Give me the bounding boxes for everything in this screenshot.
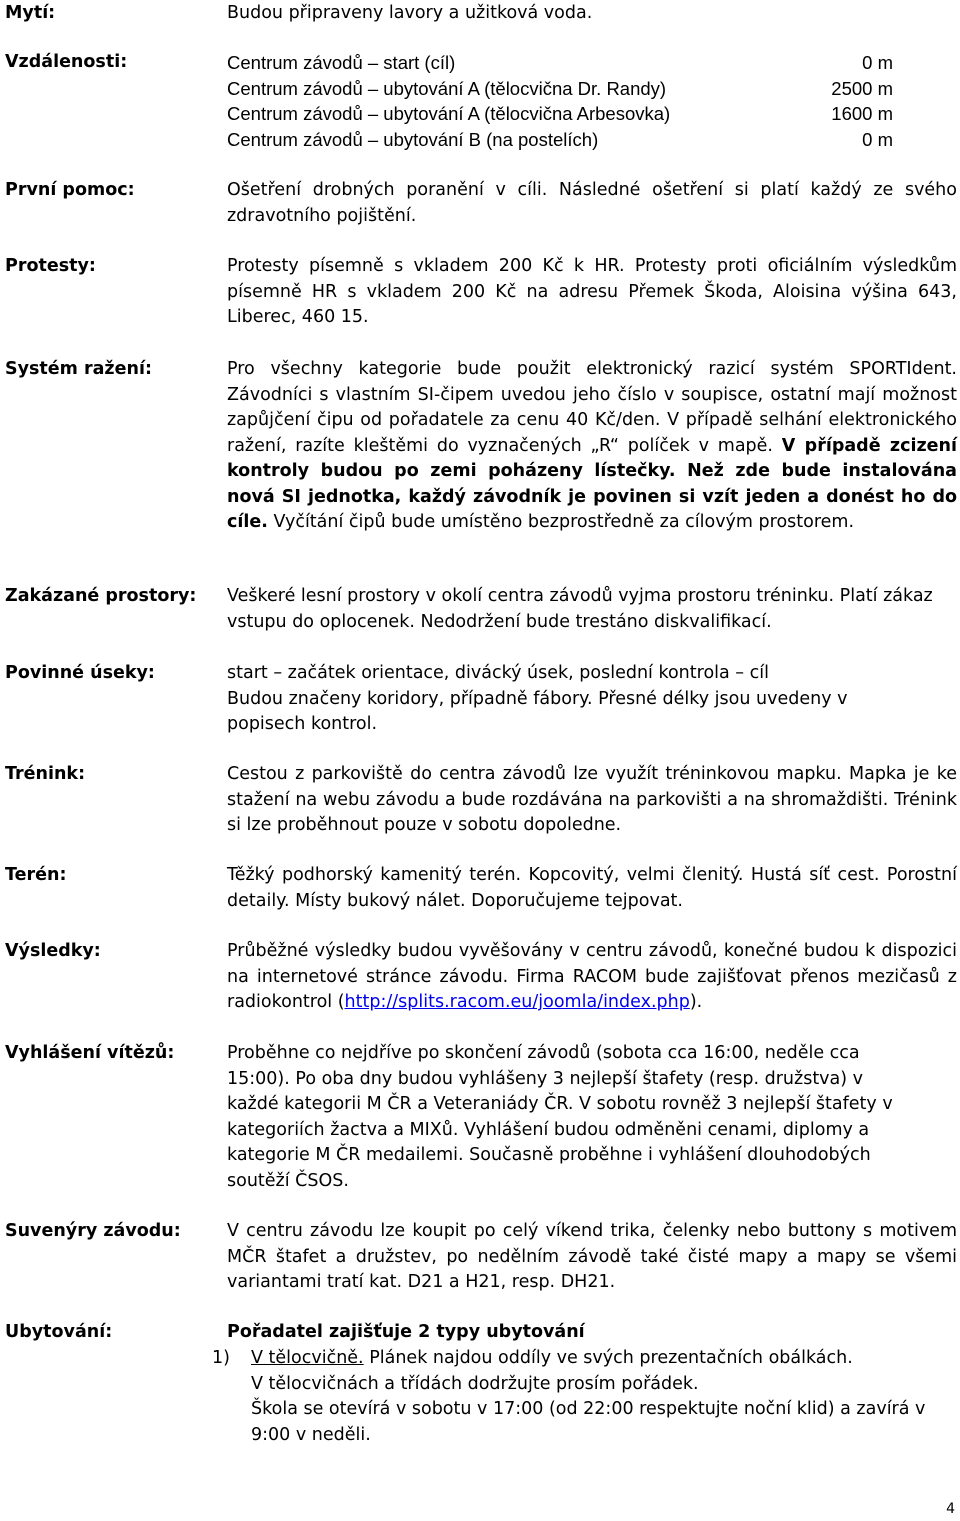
- system-razeni-text-1: Pro všechny kategorie bude použit elektronický razicí systém SPORTIdent. Závodníci s vlastním SI-čipem uvedou jeho číslo v soupisce, ostatní mají možnost zapůjčení čipu od pořadatele za cenu 40 Kč/den. V případě selhání elektronického ražení, razíte kleštěmi do vyznačených „R“ políček v mapě.: [227, 359, 957, 456]
- vysledky-text: Průběžné výsledky budou vyvěšovány v centru závodů, konečné budou k dispozici na internetové stránce závodu. Firma RACOM bude zajišťovat přenos mezičasů z radiokontrol (: [227, 941, 957, 1012]
- povinne-line-2: Budou značeny koridory, případně fábory. Přesné délky jsou uvedeny v popisech kontrol.: [227, 688, 848, 734]
- distance-value: 1600 m: [831, 103, 893, 124]
- label-povinne: Povinné úseky:: [5, 663, 155, 683]
- text-vysledky: [227, 939, 957, 1016]
- ubytovani-item-title: V tělocvičně.: [251, 1348, 364, 1368]
- system-razeni-text-2: Vyčítání čipů bude umístěno bezprostředně za cílovým prostorem.: [273, 512, 855, 532]
- text-trenink: Cestou z parkoviště do centra závodů lze využít tréninkovou mapku. Mapka je ke stažení na webu závodu a bude rozdávána na parkovišti a na shromaždišti. Trénink si lze proběhnout pouze v sobotu dopoledne.: [227, 764, 957, 835]
- label-myti: Mytí:: [5, 3, 56, 23]
- label-vysledky: Výsledky:: [5, 941, 101, 961]
- label-vzdalenosti: Vzdálenosti:: [5, 52, 128, 72]
- label-teren: Terén:: [5, 865, 67, 885]
- distances-table: [227, 50, 957, 152]
- text-vyhlaseni: Proběhne co nejdříve po skončení závodů (sobota cca 16:00, neděle cca 15:00). Po oba dny budou vyhlášeny 3 nejlepší štafety (resp. družstva) v každé kategorii M ČR a Veteraniády ČR. V sobotu rovněž 3 nejlepší štafety v kategoriích žactva a MIXů. Vyhlášení budou odměněni cenami, diplomy a kategorie M ČR medailemi. Současně proběhne i vyhlášení dlouhodobých soutěží ČSOS.: [227, 1043, 893, 1191]
- ubytovani-line-2: V tělocvičnách a třídách dodržujte prosím pořádek.: [251, 1373, 699, 1394]
- results-link[interactable]: http://splits.racom.eu/joomla/index.php: [344, 992, 690, 1012]
- distance-value: 2500 m: [831, 77, 893, 99]
- text-myti: Budou připraveny lavory a užitková voda.: [227, 3, 593, 23]
- ubytovani-heading: Pořadatel zajišťuje 2 typy ubytování: [227, 1322, 585, 1342]
- distance-route: Centrum závodů – ubytování A (tělocvična Arbesovka): [227, 103, 671, 124]
- page-number: 4: [946, 1501, 955, 1517]
- distance-route: Centrum závodů – start (cíl): [227, 52, 456, 73]
- ubytovani-line-3: Škola se otevírá v sobotu v 17:00 (od 22:00 respektujte noční klid) a zavírá v 9:00 v neděli.: [251, 1399, 926, 1445]
- distance-row: [227, 127, 957, 153]
- label-system-razeni: Systém ražení:: [5, 359, 152, 379]
- distance-route: Centrum závodů – ubytování A (tělocvična Dr. Randy): [227, 77, 667, 99]
- distance-value: 0 m: [862, 52, 893, 73]
- label-vyhlaseni: Vyhlášení vítězů:: [5, 1043, 175, 1063]
- text-suvenyry: V centru závodu lze koupit po celý víkend trika, čelenky nebo buttony s motivem MČR štafet a družstev, po nedělním závodě také čisté mapy a mapy se všemi variantami tratí kat. D21 a H21, resp. DH21.: [227, 1221, 957, 1292]
- distance-row: [227, 101, 957, 127]
- system-razeni-bold: V případě zcizení kontroly budou po zemi poházeny lístečky. Než zde bude instalována nová SI jednotka, každý závodník je povinen si vzít jeden a donést ho do cíle.: [227, 435, 957, 532]
- vysledky-after: ).: [689, 992, 703, 1012]
- distance-row: [227, 76, 957, 102]
- text-system-razeni: [227, 357, 957, 536]
- distance-route: Centrum závodů – ubytování B (na postelích): [227, 128, 599, 150]
- text-teren: Těžký podhorský kamenitý terén. Kopcovitý, velmi členitý. Hustá síť cest. Porostní detaily. Místy bukový nálet. Doporučujeme tejpovat.: [227, 865, 957, 911]
- text-zakazane: Veškeré lesní prostory v okolí centra závodů vyjma prostoru tréninku. Platí zákaz vstupu do oplocenek. Nedodržení bude trestáno diskvalifikací.: [227, 586, 933, 632]
- label-ubytovani: Ubytování:: [5, 1322, 113, 1342]
- label-protesty: Protesty:: [5, 256, 96, 276]
- ubytovani-item: [251, 1346, 957, 1448]
- distance-value: 0 m: [862, 128, 893, 150]
- text-protesty: Protesty písemně s vkladem 200 Kč k HR. Protesty proti oficiálním výsledkům písemně HR s vkladem 200 Kč na adresu Přemek Škoda, Aloisina výšina 643, Liberec, 460 15.: [227, 256, 957, 327]
- text-povinne: [227, 661, 957, 738]
- label-suvenyry: Suvenýry závodu:: [5, 1221, 181, 1241]
- distance-row: [227, 50, 957, 76]
- ubytovani-item-text: Plánek najdou oddíly ve svých prezentačních obálkách.: [369, 1348, 853, 1368]
- label-zakazane: Zakázané prostory:: [5, 586, 197, 606]
- povinne-line-1: start – začátek orientace, divácký úsek, poslední kontrola – cíl: [227, 663, 769, 683]
- list-number: 1): [212, 1348, 230, 1368]
- text-prvni-pomoc: Ošetření drobných poranění v cíli. Následné ošetření si platí každý ze svého zdravotního pojištění.: [227, 180, 957, 226]
- label-prvni-pomoc: První pomoc:: [5, 180, 135, 200]
- label-trenink: Trénink:: [5, 764, 86, 784]
